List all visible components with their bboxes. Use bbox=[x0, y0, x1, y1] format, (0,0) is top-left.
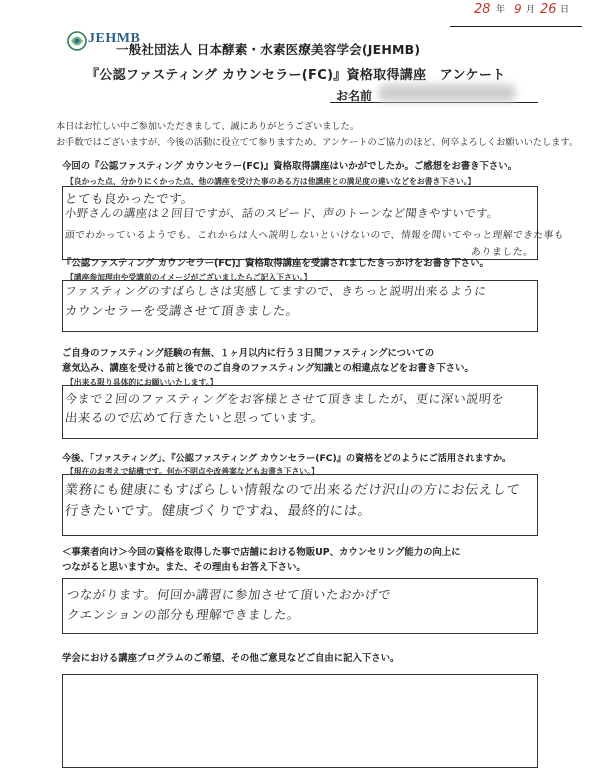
q5-question-line-2: つながると思いますか。また、その理由もお答え下さい。 bbox=[62, 562, 306, 573]
q1-note: 【良かった点、分かりにくかった点、他の講座を受けた事のある方は他講座との満足度の違いなどをお書き下さい。】 bbox=[66, 177, 476, 186]
intro-text bbox=[56, 119, 578, 151]
q2-note: 【講座参加理由や受講前のイメージがございましたらご記入下さい。】 bbox=[66, 273, 312, 282]
q4-answer-line-2: 行きたいです。健康づくりですね、最終的には。 bbox=[63, 503, 373, 519]
q6-question: 学会における講座プログラムのご希望、その他ご意見などご自由に記入下さい。 bbox=[62, 653, 400, 664]
q1-answer-line-3: 頭でわかっているようでも、これからは人へ説明しないといけないので、情報を聞いてやっと理解できた事も bbox=[64, 230, 565, 241]
q2-question: 『公認ファスティング カウンセラー(FC)』資格取得講座を受講されましたきっかけをお書き下さい。 bbox=[62, 258, 489, 269]
q5-answer-line-2: クエンションの部分も理解できました。 bbox=[66, 607, 301, 622]
q3-question-line-2: 意気込み、講座を受ける前と後でのご自身のファスティング知識との相違点などをお書き下さい。 bbox=[62, 363, 474, 374]
intro-line-1: 本日はお忙しい中ご参加いただきまして、誠にありがとうございました。 bbox=[56, 121, 360, 132]
intro-line-2: お手数ではございますが、今後の活動に役立てて参りますため、アンケートのご協力のほど、何卒よろしくお願いいたします。 bbox=[56, 137, 579, 148]
name-label: お名前 bbox=[336, 89, 373, 103]
page-title: 『公認ファスティング カウンセラー(FC)』資格取得講座 アンケート bbox=[86, 68, 506, 83]
q2-answer-line-1: ファスティングのすばらしさは実感してますので、きちっと説明出来るように bbox=[64, 284, 488, 298]
q3-question-line-1: ご自身のファスティング経験の有無、１ヶ月以内に行う３日間ファスティングについての bbox=[62, 348, 435, 359]
date-month-unit: 月 bbox=[526, 5, 536, 15]
name-redacted-blur bbox=[378, 84, 516, 102]
date-month: 9 bbox=[514, 2, 522, 16]
q1-answer-box bbox=[62, 186, 565, 260]
q4-answer-box bbox=[62, 474, 538, 536]
q4-note: 【現在のお考えで結構です。何か不明点や改善案などもお書き下さい。】 bbox=[66, 467, 319, 476]
q3-answer-line-1: 今まで２回のファスティングをお客様とさせて頂きましたが、更に深い説明を bbox=[64, 392, 505, 406]
date-day-unit: 日 bbox=[560, 5, 570, 15]
q1-question: 今回の『公認ファスティング カウンセラー(FC)』資格取得講座はいかがでしたか。ご感想をお書き下さい。 bbox=[62, 161, 518, 172]
q3-answer-line-2: 出来るので広めて行きたいと思っています。 bbox=[64, 410, 325, 425]
q3-note: 【出来る限り具体的にお願いいたします。】 bbox=[66, 378, 218, 387]
jehmb-logo bbox=[66, 28, 141, 52]
date-day: 26 bbox=[540, 2, 557, 17]
organization-name: 一般社団法人 日本酵素・水素医療美容学会(JEHMB) bbox=[116, 42, 421, 57]
date-year-unit: 年 bbox=[496, 5, 506, 15]
date-year: 28 bbox=[474, 2, 491, 17]
q5-answer-line-1: つながります。何回か講習に参加させて頂いたおかげで bbox=[66, 587, 392, 602]
q1-answer-line-2: 小野さんの講座は２回目ですが、話のスピード、声のトーンなど聞きやすいです。 bbox=[64, 207, 500, 220]
q4-answer-line-1: 業務にも健康にもすばらしい情報なので出来るだけ沢山の方にお伝えして bbox=[64, 483, 521, 498]
q3-answer-box bbox=[62, 385, 538, 439]
q6-answer-box bbox=[62, 674, 538, 768]
q5-answer-box bbox=[62, 578, 538, 634]
q2-answer-box bbox=[62, 280, 538, 332]
q1-answer-line-4: ありました。 bbox=[470, 247, 535, 258]
q2-answer-line-2: カウンセラーを受講させて頂きました。 bbox=[64, 303, 300, 318]
logo-text: JEHMB bbox=[88, 31, 141, 46]
q5-question-line-1: ＜事業者向け＞今回の資格を取得した事で店舗における物販UP、カウンセリング能力の向上に bbox=[62, 547, 461, 558]
name-field-underline bbox=[330, 102, 538, 103]
q4-question: 今後、「ファスティング」、『公認ファスティング カウンセラー(FC)』の資格をどのようにご活用されますか。 bbox=[62, 453, 512, 464]
q1-answer-line-1: とても良かったです。 bbox=[64, 191, 195, 206]
